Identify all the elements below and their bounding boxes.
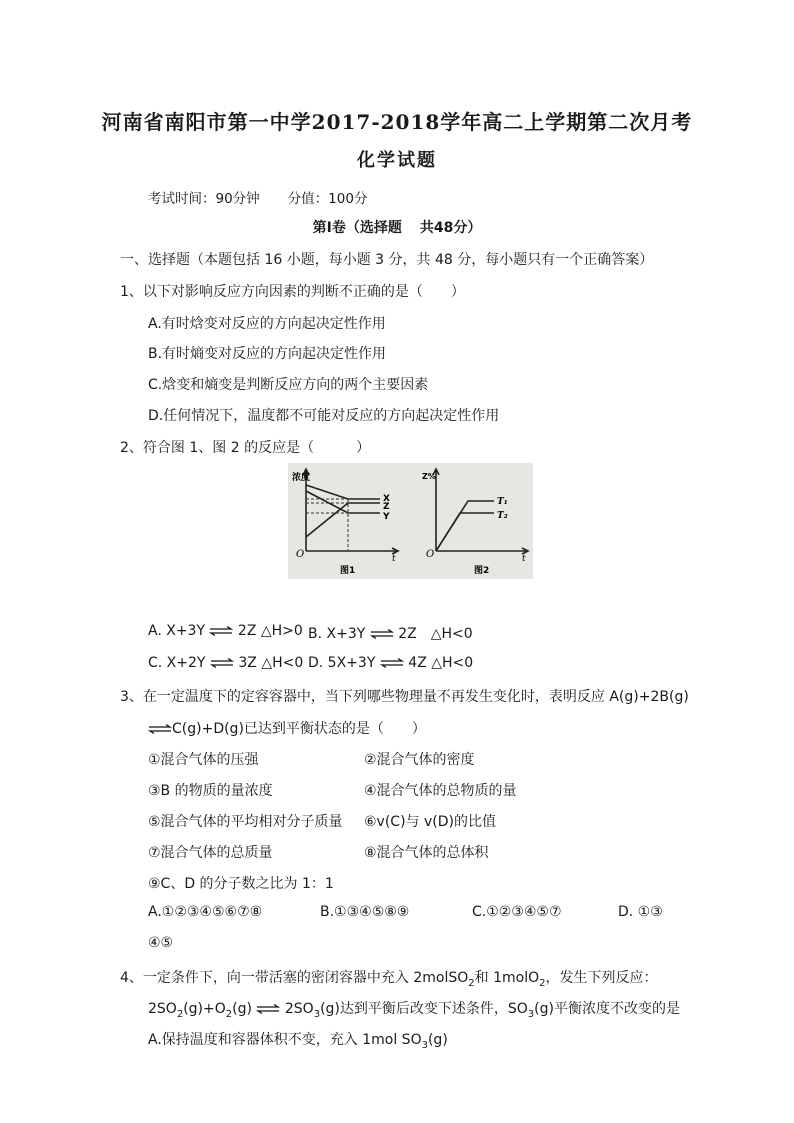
fig1-xlabel: t	[392, 554, 396, 564]
equilibrium-arrow-icon	[370, 629, 394, 639]
fig2-label-t2: T₂	[497, 511, 508, 521]
q2-option-c	[148, 655, 303, 671]
q4-sub: 2	[225, 1008, 233, 1020]
q3-item-4: ④混合气体的总物质的量	[364, 783, 517, 799]
q3-item-7: ⑦混合气体的总质量	[148, 845, 273, 861]
fig2-xlabel: t	[522, 554, 526, 564]
q4-sub: 2	[176, 1008, 184, 1020]
fig1-label-y: Y	[383, 512, 390, 522]
part-heading	[0, 217, 794, 237]
q2-option-a-rhs: 2Z △H>0	[237, 623, 303, 639]
q2-figures-svg	[288, 463, 533, 579]
q4-eq-part: (g)+O	[183, 1001, 226, 1017]
q1-stem: 1、以下对影响反应方向因素的判断不正确的是（ ）	[120, 284, 465, 300]
q4-eq-part: (g)	[232, 1001, 252, 1017]
q1-option-a: A.有时焓变对反应的方向起决定性作用	[148, 316, 386, 332]
part-total: 共48分）	[419, 220, 482, 236]
q3-item-1: ①混合气体的压强	[148, 752, 259, 768]
q2-option-a	[148, 623, 303, 639]
q3-option-d: D. ①③	[618, 904, 663, 920]
q4-stem	[120, 967, 658, 989]
fig2-caption: 图2	[474, 566, 490, 576]
q4-eq-part: (g)达到平衡后改变下述条件，SO	[320, 1001, 528, 1017]
exam-info	[148, 187, 367, 207]
equilibrium-arrow-icon	[209, 626, 233, 636]
q3-option-c: C.①②③④⑤⑦	[472, 904, 562, 920]
q4-eq-part: 2SO	[148, 1001, 177, 1017]
q4-stem-a: 4、一定条件下，向一带活塞的密闭容器中充入 2molSO	[120, 970, 469, 986]
q2-option-d-lhs: D. 5X+3Y	[308, 655, 376, 671]
equilibrium-arrow-icon	[210, 658, 234, 668]
q3-option-a: A.①②③④⑤⑥⑦⑧	[148, 904, 263, 920]
q3-stem-cont	[148, 718, 426, 738]
q3-item-2: ②混合气体的密度	[364, 752, 475, 768]
q3-stem-tail: C(g)+D(g)已达到平衡状态的是（ ）	[172, 721, 426, 737]
q1-option-c: C.焓变和熵变是判断反应方向的两个主要因素	[148, 377, 429, 393]
q2-option-d	[308, 655, 473, 671]
q4-stem-c: ，发生下列反应：	[545, 970, 658, 986]
fig1-label-z: Z	[383, 502, 390, 512]
equilibrium-arrow-icon	[256, 1004, 280, 1014]
fig1-ylabel: 浓度	[292, 473, 311, 483]
section-heading: 一、选择题（本题包括 16 小题，每小题 3 分，共 48 分，每小题只有一个正确答案）	[120, 252, 654, 268]
q2-figures	[288, 463, 533, 579]
q3-item-8: ⑧混合气体的总体积	[364, 845, 489, 861]
q1-option-d: D.任何情况下，温度都不可能对反应的方向起决定性作用	[148, 408, 500, 424]
q2-option-d-rhs: 4Z △H<0	[408, 655, 474, 671]
fig1-label-x: X	[383, 494, 390, 504]
q4-option-a-text: A.保持温度和容器体积不变，充入 1mol SO	[148, 1032, 422, 1048]
fig2-origin: O	[426, 549, 435, 560]
q2-option-c-lhs: C. X+2Y	[148, 655, 206, 671]
q4-sub: 3	[421, 1039, 428, 1051]
exam-title: 河南省南阳市第一中学2017-2018学年高二上学期第二次月考	[101, 110, 693, 134]
q2-option-b	[308, 623, 473, 643]
q4-sub: 3	[527, 1008, 535, 1020]
exam-subtitle: 化学试题	[357, 150, 437, 171]
q3-item-3: ③B 的物质的量浓度	[148, 783, 273, 799]
q4-sub: 2	[539, 977, 546, 989]
q2-stem: 2、符合图 1、图 2 的反应是（ ）	[120, 440, 371, 456]
q4-option-a-tail: (g)	[427, 1032, 448, 1048]
exam-score: 分值：100分	[287, 191, 368, 207]
q2-option-b-rhs: 2Z △H<0	[398, 626, 473, 642]
q4-eq-part: 2SO	[284, 1001, 314, 1017]
fig1-curve-y	[306, 491, 380, 513]
q3-item-6: ⑥v(C)与 v(D)的比值	[364, 814, 496, 830]
q3-item-5: ⑤混合气体的平均相对分子质量	[148, 814, 343, 830]
equilibrium-arrow-icon	[148, 724, 172, 734]
fig1-curve-z	[306, 503, 380, 537]
q4-sub: 3	[313, 1008, 321, 1020]
q2-option-a-lhs: A. X+3Y	[148, 623, 206, 639]
fig2-curve-t2	[436, 513, 494, 551]
q2-option-b-lhs: B. X+3Y	[308, 626, 366, 642]
part-label: 第Ⅰ卷（选择题	[312, 220, 402, 236]
q3-item-9: ⑨C、D 的分子数之比为 1：1	[148, 876, 334, 892]
q1-option-b: B.有时熵变对反应的方向起决定性作用	[148, 346, 387, 362]
q3-option-d-cont: ④⑤	[148, 935, 174, 951]
fig2-ylabel: Z%	[422, 472, 436, 481]
q4-option-a	[148, 1029, 448, 1051]
q4-sub: 2	[468, 977, 475, 989]
q4-equation	[148, 998, 680, 1020]
q4-stem-b: 和 1molO	[474, 970, 540, 986]
q2-option-c-rhs: 3Z △H<0	[238, 655, 304, 671]
exam-time: 考试时间：90分钟	[148, 191, 260, 207]
fig2-curve-t1	[436, 501, 494, 551]
q3-stem: 3、在一定温度下的定容容器中，当下列哪些物理量不再发生变化时，表明反应 A(g)+2B(g)	[120, 689, 689, 705]
equilibrium-arrow-icon	[380, 658, 404, 668]
fig2-label-t1: T₁	[497, 497, 508, 507]
q4-eq-part: (g)平衡浓度不改变的是	[534, 1001, 680, 1017]
q3-option-b: B.①③④⑤⑧⑨	[320, 904, 410, 920]
fig1-origin: O	[296, 549, 305, 560]
fig1-caption: 图1	[340, 566, 356, 576]
